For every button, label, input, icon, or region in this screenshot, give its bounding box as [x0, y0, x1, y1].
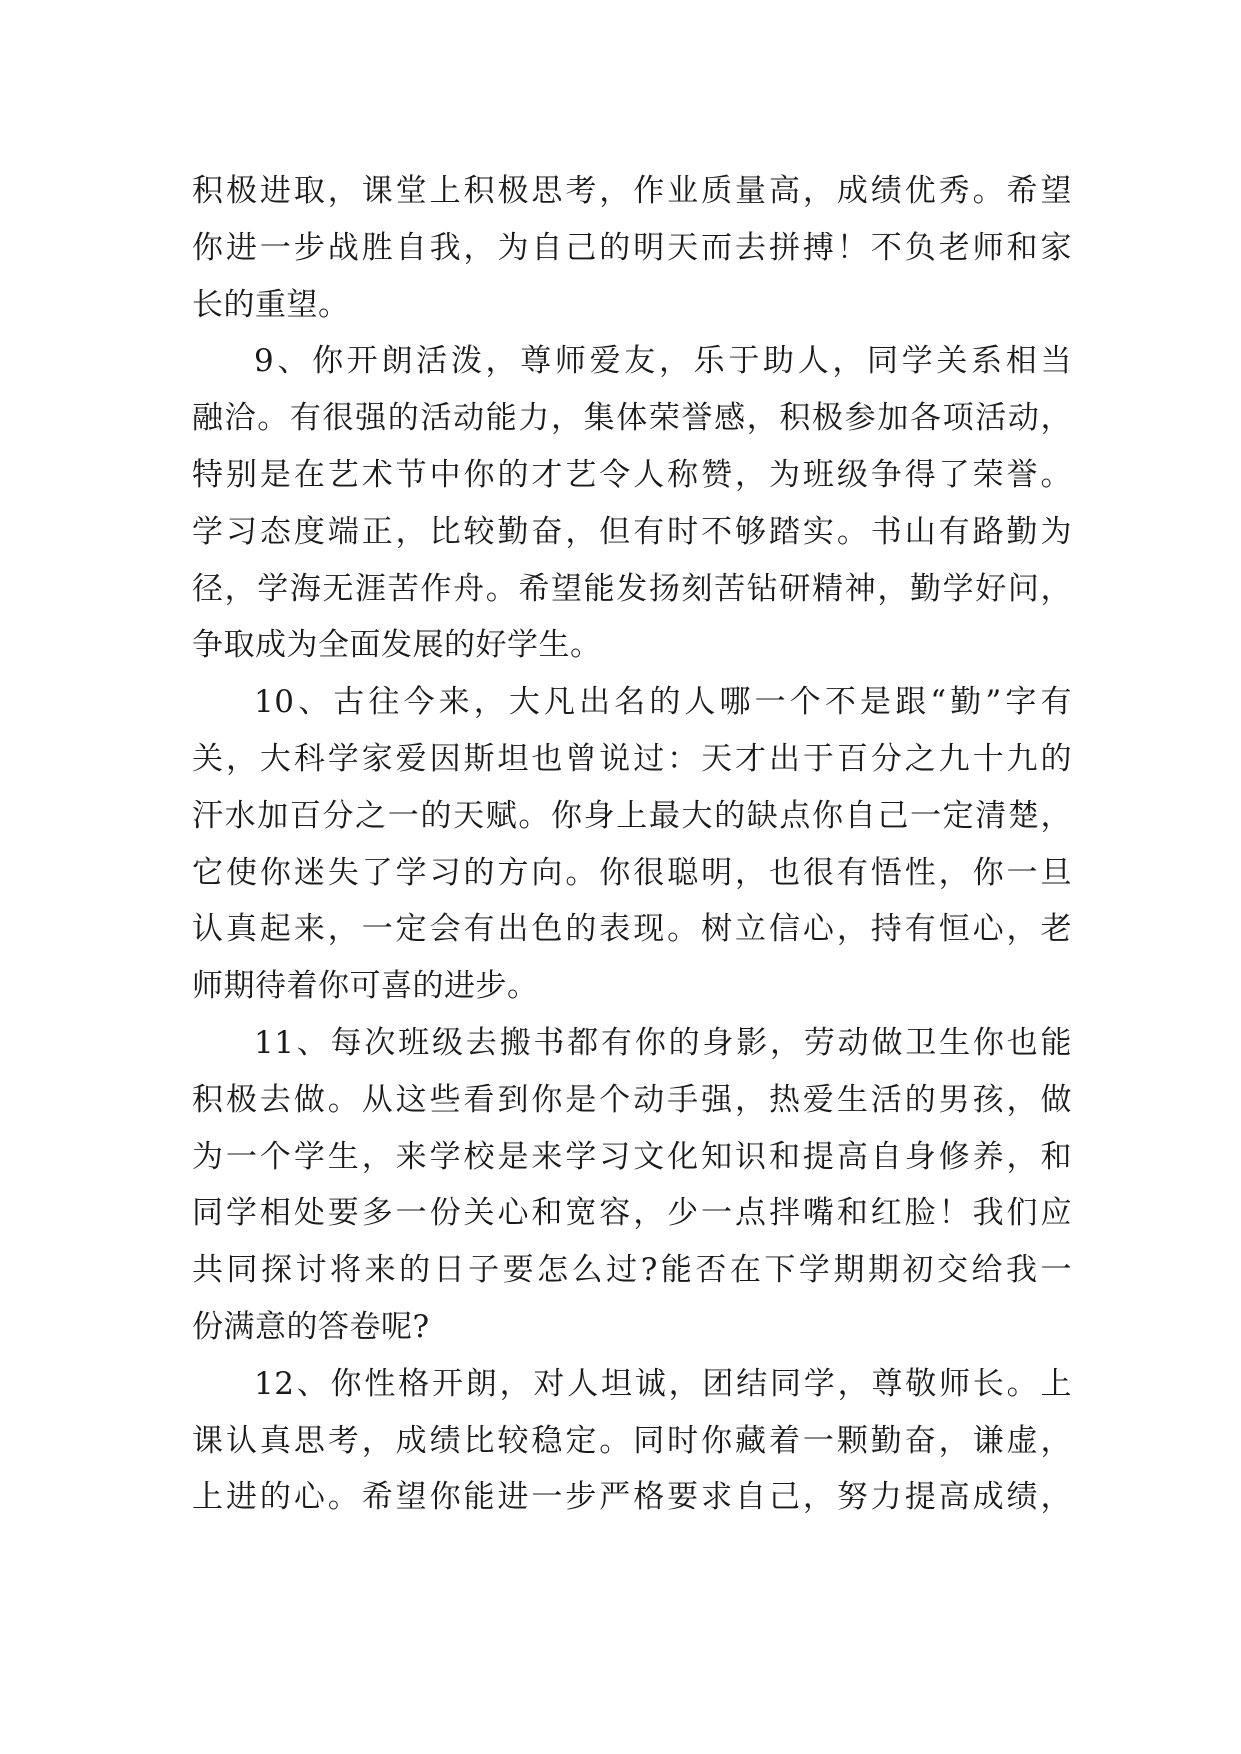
text-line: 上进的心。希望你能进一步严格要求自己，努力提高成绩， [192, 1479, 1072, 1516]
text-line: 积极去做。从这些看到你是个动手强，热爱生活的男孩，做 [192, 1081, 1072, 1118]
text-line: 共同探讨将来的日子要怎么过?能否在下学期期初交给我一 [192, 1252, 1072, 1289]
body-text [192, 163, 1072, 1526]
text-line: 融洽。有很强的活动能力，集体荣誉感，积极参加各项活动， [192, 400, 1072, 437]
text-line: 9、你开朗活泼，尊师爱友，乐于助人，同学关系相当 [254, 343, 1072, 380]
text-line: 同学相处要多一份关心和宽容，少一点拌嘴和红脸！我们应 [192, 1195, 1072, 1232]
text-line: 汗水加百分之一的天赋。你身上最大的缺点你自己一定清楚， [192, 797, 1072, 834]
text-line: 积极进取，课堂上积极思考，作业质量高，成绩优秀。希望 [192, 173, 1072, 209]
text-line: 它使你迷失了学习的方向。你很聪明，也很有悟性，你一旦 [192, 854, 1072, 891]
text-line: 为一个学生，来学校是来学习文化知识和提高自身修养，和 [192, 1138, 1072, 1175]
text-line: 径，学海无涯苦作舟。希望能发扬刻苦钻研精神，勤学好问， [192, 570, 1072, 607]
text-line: 课认真思考，成绩比较稳定。同时你藏着一颗勤奋，谦虚， [192, 1422, 1072, 1459]
text-line: 师期待着你可喜的进步。 [192, 968, 539, 1005]
text-line: 学习态度端正，比较勤奋，但有时不够踏实。书山有路勤为 [192, 513, 1072, 550]
text-line: 长的重望。 [192, 286, 350, 323]
text-line: 11、每次班级去搬书都有你的身影，劳动做卫生你也能 [254, 1024, 1072, 1061]
text-line: 特别是在艺术节中你的才艺令人称赞，为班级争得了荣誉。 [192, 456, 1072, 493]
text-line: 10、古往今来，大凡出名的人哪一个不是跟“勤”字有 [254, 684, 1072, 721]
text-line: 12、你性格开朗，对人坦诚，团结同学，尊敬师长。上 [254, 1365, 1072, 1402]
text-line: 你进一步战胜自我，为自己的明天而去拼搏！不负老师和家 [192, 229, 1072, 266]
text-line: 争取成为全面发展的好学生。 [192, 627, 602, 664]
text-line: 关，大科学家爱因斯坦也曾说过：天才出于百分之九十九的 [192, 740, 1072, 777]
text-line: 认真起来，一定会有出色的表现。树立信心，持有恒心，老 [192, 911, 1072, 948]
text-line: 份满意的答卷呢? [192, 1308, 430, 1345]
